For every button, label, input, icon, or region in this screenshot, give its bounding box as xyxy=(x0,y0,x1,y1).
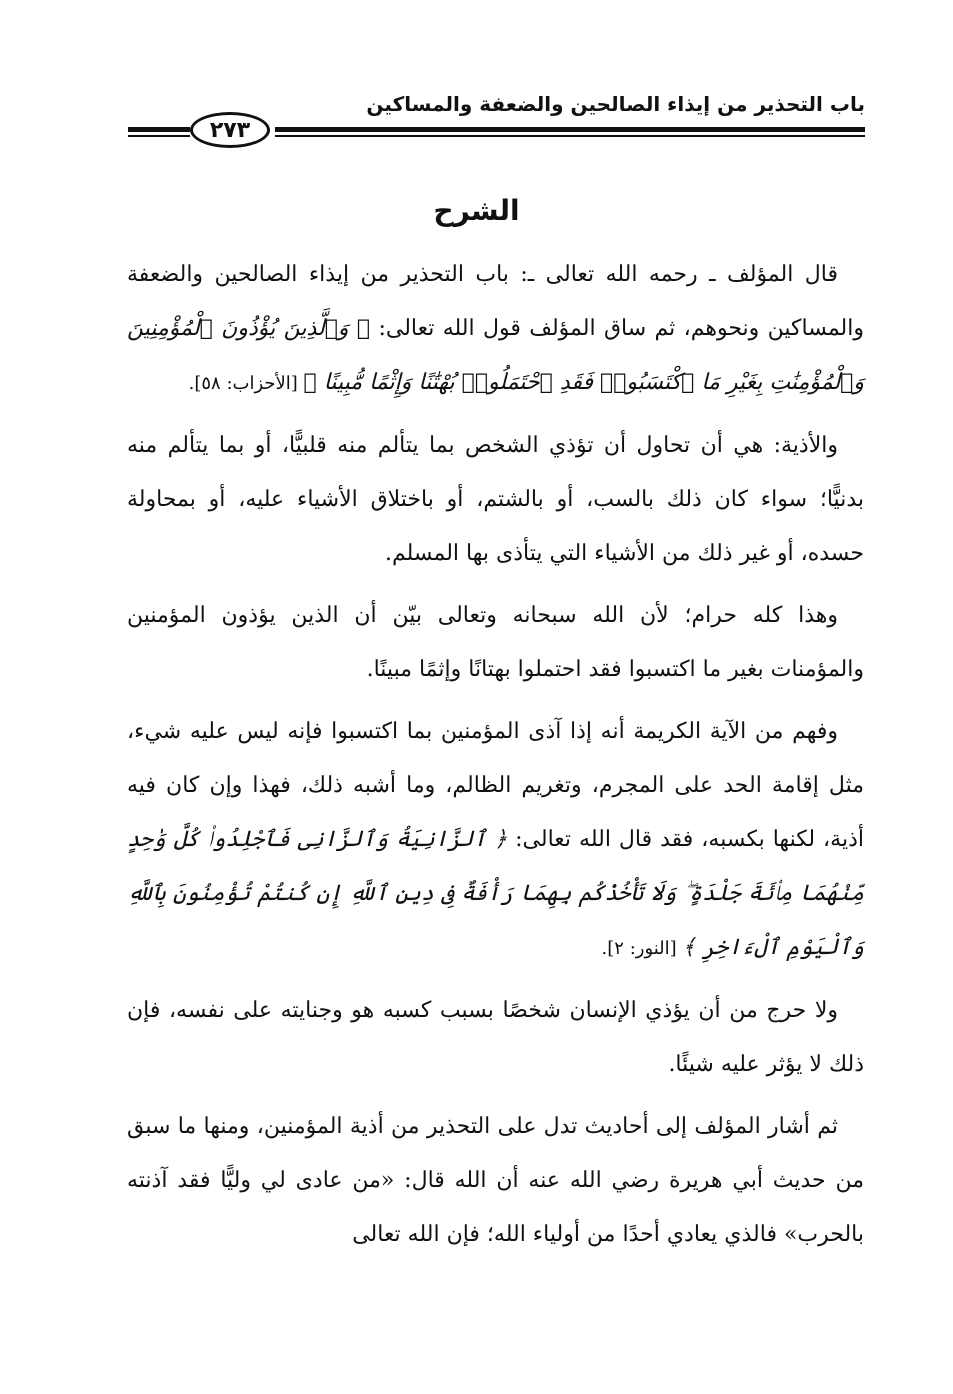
quran-verse: ﴿ وَٱلَّذِينَ يُؤْذُونَ ٱلْمُؤْمِنِينَ وَٱلْمُؤْمِنَٰتِ بِغَيْرِ مَا ٱكْتَسَبُوا۟ فَقَدِ ٱحْتَمَلُوا۟ بُهْتَٰنًا وَإِثْمًا مُّبِينًا ﴾ xyxy=(127,316,864,395)
paragraph xyxy=(127,705,864,976)
quran-verse: ﴿ ٱلزَّانِيَةُ وَٱلزَّانِى فَٱجْلِدُوا۟ كُلَّ وَٰحِدٍ مِّنْهُمَا مِا۟ئَةَ جَلْدَةٍ ۖ وَلَا تَأْخُذْكُم بِهِمَا رَأْفَةٌ فِى دِينِ ٱللَّهِ إِن كُنتُمْ تُؤْمِنُونَ بِٱللَّهِ وَٱلْيَوْمِ ٱلْءَاخِرِ ﴾ xyxy=(127,827,864,960)
section-title: الشرح xyxy=(433,194,520,227)
paragraph-text: قال المؤلف ـ رحمه الله تعالى ـ: باب التحذير من إيذاء الصالحين والضعفة والمساكين ونحوهم، ثم ساق المؤلف قول الله تعالى: xyxy=(127,262,864,341)
running-header: باب التحذير من إيذاء الصالحين والضعفة والمساكين xyxy=(366,92,865,116)
paragraph-text: وفهم من الآية الكريمة أنه إذا آذى المؤمنين بما اكتسبوا فإنه ليس عليه شيء، مثل إقامة الحد على المجرم، وتغريم الظالم، وما أشبه ذلك، فهذا وإن كان فيه أذية، لكنها بكسبه، فقد قال الله تعالى: xyxy=(127,719,864,852)
page-number-badge: ٢٧٣ xyxy=(190,112,270,148)
verse-reference: [النور: ٢]. xyxy=(601,938,683,959)
verse-reference: [الأحزاب: ٥٨]. xyxy=(188,373,304,394)
body-text xyxy=(127,248,864,1262)
header-rule-left-thin xyxy=(128,135,190,137)
header-rule-thin xyxy=(275,135,865,137)
paragraph: ولا حرج من أن يؤذي الإنسان شخصًا بسبب كسبه هو وجنايته على نفسه، فإن ذلك لا يؤثر عليه شيئًا. xyxy=(127,998,864,1077)
paragraph: وهذا كله حرام؛ لأن الله سبحانه وتعالى بيّن أن الذين يؤذون المؤمنين والمؤمنات بغير ما اكتسبوا فقد احتملوا بهتانًا وإثمًا مبينًا. xyxy=(127,603,864,682)
paragraph: والأذية: هي أن تحاول أن تؤذي الشخص بما يتألم منه قلبيًّا، أو بما يتألم منه بدنيًّا؛ سواء كان ذلك بالسب، أو بالشتم، أو باختلاق الأشياء عليه، أو بمحاولة حسده، أو غير ذلك من الأشياء التي يتأذى بها المسلم. xyxy=(127,433,864,566)
paragraph xyxy=(127,248,864,411)
header-rule-thick xyxy=(275,127,865,132)
paragraph: ثم أشار المؤلف إلى أحاديث تدل على التحذير من أذية المؤمنين، ومنها ما سبق من حديث أبي هريرة رضي الله عنه أن الله قال: «من عادى لي وليًّا فقد آذنته بالحرب» فالذي يعادي أحدًا من أولياء الله؛ فإن الله تعالى xyxy=(127,1114,864,1247)
header-rule-left-thick xyxy=(128,127,190,132)
